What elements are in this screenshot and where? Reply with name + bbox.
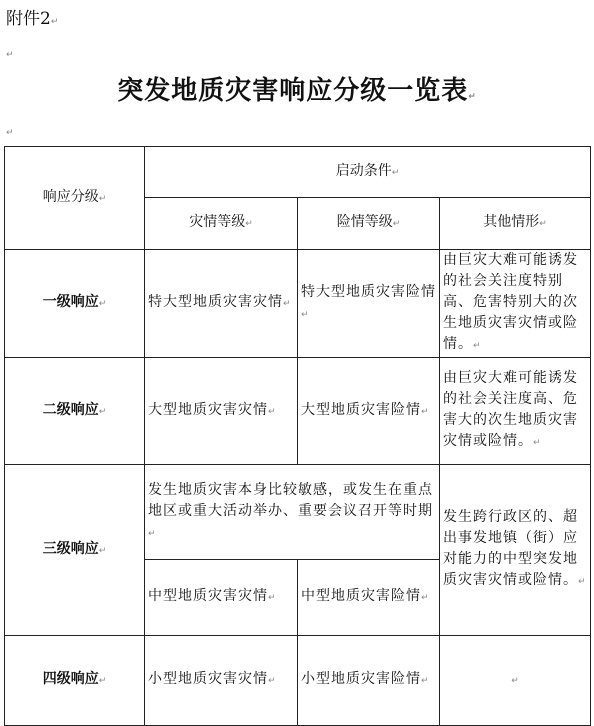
header-other-situations: 其他情形↵ <box>440 198 591 250</box>
disaster-grade-cell: 大型地质灾害灾情↵ <box>145 358 298 465</box>
header-disaster-grade: 灾情等级↵ <box>145 198 298 250</box>
other-situation-cell: 由巨灾大难可能诱发的社会关注度特别高、危害特别大的次生地质灾害灾情或险情。↵ <box>440 250 591 358</box>
danger-grade-cell: 小型地质灾害险情↵ <box>298 636 440 726</box>
response-level-cell: 四级响应↵ <box>5 636 145 726</box>
danger-grade-cell: 中型地质灾害险情↵ <box>298 560 440 636</box>
other-situation-cell: ↵ <box>440 636 591 726</box>
paragraph-mark: ↵ <box>6 50 14 60</box>
response-level-table <box>4 146 591 726</box>
table-row <box>5 465 591 560</box>
other-situation-cell: 发生跨行政区的、超出事发地镇（街）应对能力的中型突发地质灾害灾情或险情。↵ <box>440 465 591 636</box>
header-danger-grade: 险情等级↵ <box>298 198 440 250</box>
paragraph-mark: ↵ <box>50 17 59 27</box>
header-response-level: 响应分级↵ <box>5 147 145 250</box>
disaster-grade-cell: 中型地质灾害灾情↵ <box>145 560 298 636</box>
response-level-cell: 一级响应↵ <box>5 250 145 358</box>
table-row <box>5 250 591 358</box>
danger-grade-cell: 特大型地质灾害险情↵ <box>298 250 440 358</box>
paragraph-mark: ↵ <box>468 92 477 102</box>
table-row <box>5 358 591 465</box>
response-level-cell: 三级响应↵ <box>5 465 145 636</box>
danger-grade-cell: 大型地质灾害险情↵ <box>298 358 440 465</box>
response-level-cell: 二级响应↵ <box>5 358 145 465</box>
disaster-grade-cell: 特大型地质灾害灾情↵ <box>145 250 298 358</box>
other-situation-cell: 由巨灾大难可能诱发的社会关注度高、危害大的次生地质灾害灾情或险情。↵ <box>440 358 591 465</box>
special-condition-cell: 发生地质灾害本身比较敏感，或发生在重点地区或重大活动举办、重要会议召开等时期↵ <box>145 465 440 560</box>
paragraph-mark: ↵ <box>6 128 14 138</box>
annex-label: 附件2↵ <box>6 9 59 29</box>
document-title: 突发地质灾害响应分级一览表↵ <box>117 76 477 106</box>
table-row <box>5 636 591 726</box>
header-start-conditions: 启动条件↵ <box>145 147 591 198</box>
disaster-grade-cell: 小型地质灾害灾情↵ <box>145 636 298 726</box>
